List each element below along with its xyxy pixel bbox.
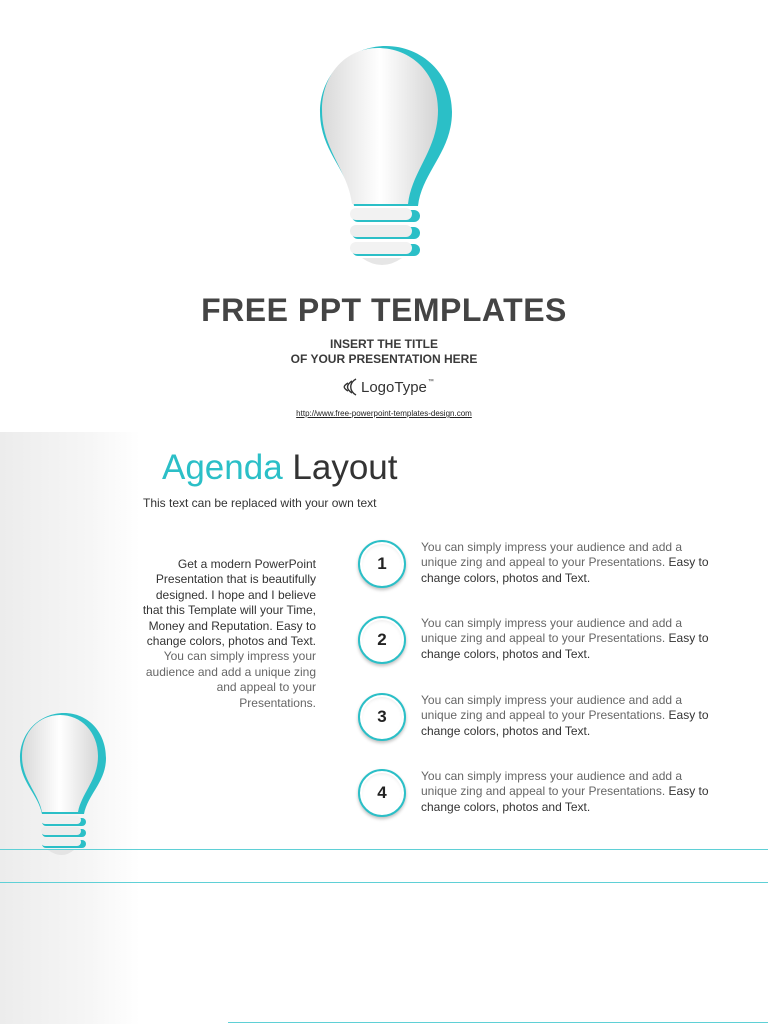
website-link[interactable]: http://www.free-powerpoint-templates-design.com (296, 409, 472, 418)
logo-text: LogoType™ (361, 378, 434, 396)
presentation-subtitle (0, 337, 768, 367)
agenda-number-badge: 2 (358, 616, 406, 664)
cover-slide (0, 0, 768, 432)
logo (340, 376, 434, 398)
divider-line (0, 882, 768, 883)
agenda-item-text: You can simply impress your audience and add a unique zing and appeal to your Presentations. Easy to change colors, photos and Text. (421, 540, 709, 585)
agenda-title: Agenda Layout (162, 448, 398, 487)
subtitle-line-2: OF YOUR PRESENTATION HERE (290, 352, 478, 366)
agenda-item (358, 769, 718, 819)
agenda-number-badge: 3 (358, 693, 406, 741)
divider-line (0, 849, 768, 850)
subtitle-line-1: INSERT THE TITLE (330, 337, 438, 351)
agenda-description: Get a modern PowerPoint Presentation that is beautifully designed. I hope and I believe that this Template will your Time, Money and Reputation. Easy to change colors, photos and Text. You can simply impress your audience and add a unique zing and appeal to your Presentations. (142, 557, 316, 710)
next-slide (0, 884, 768, 1024)
agenda-number-badge: 4 (358, 769, 406, 817)
agenda-item (358, 693, 718, 743)
agenda-item-text: You can simply impress your audience and add a unique zing and appeal to your Presentations. Easy to change colors, photos and Text. (421, 769, 709, 814)
agenda-item-text: You can simply impress your audience and add a unique zing and appeal to your Presentations. Easy to change colors, photos and Text. (421, 616, 709, 661)
lightbulb-icon (308, 40, 458, 270)
agenda-number-badge: 1 (358, 540, 406, 588)
presentation-title: FREE PPT TEMPLATES (201, 292, 567, 328)
agenda-item-text: You can simply impress your audience and add a unique zing and appeal to your Presentations. Easy to change colors, photos and Text. (421, 693, 709, 738)
agenda-item (358, 616, 718, 666)
sound-wave-icon (340, 377, 358, 397)
divider-line (228, 1022, 768, 1023)
agenda-item (358, 540, 718, 590)
agenda-subtitle: This text can be replaced with your own text (143, 496, 377, 510)
lightbulb-icon (12, 710, 110, 858)
